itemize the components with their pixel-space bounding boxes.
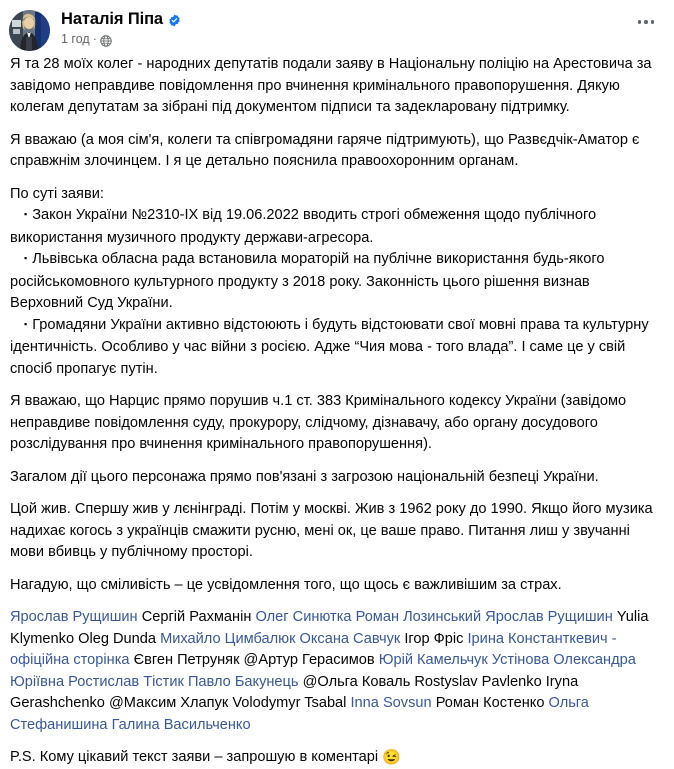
post-paragraph: Я та 28 моїх колег - народних депутатів подали заяву в Національну поліцію на Арестовича за завідомо неправдиве повідомлення про вчинення кримінального правопорушення. Дякую колегам депутатам за зібрані під документом підписи та задекларовану підтримку. <box>10 56 652 115</box>
post-paragraph: По суті заяви: <box>10 185 104 202</box>
bullet-marker: ▪ <box>24 318 28 329</box>
mention-text: Ігор Фріс <box>404 630 464 647</box>
bullet-item <box>10 249 665 315</box>
post-content <box>0 54 674 769</box>
wink-emoji: 😉 <box>382 749 401 766</box>
mention-link[interactable]: Юрій Камельчук Устінова Олександра Юріївна Ростислав Тістик Павло Бакунець <box>10 652 636 690</box>
mention-link[interactable]: Ольга Стефанишина Галина Васильченко <box>10 695 589 733</box>
postscript-text: P.S. Кому цікавий текст заяви – запрошую в коментарі <box>10 749 383 765</box>
mention-link[interactable]: Ярослав Рущишин <box>10 609 138 625</box>
mention-list <box>10 607 665 736</box>
post-options-button[interactable] <box>632 14 661 30</box>
post-header <box>0 0 674 54</box>
mention-text: Роман Костенко <box>435 695 545 711</box>
bullet-text: Закон України №2310-IX від 19.06.2022 вводить строгі обмеження щодо публічного використання музичного продукту держави-агресора. <box>10 207 597 246</box>
post-timestamp[interactable]: 1 год <box>61 32 90 46</box>
dot-3 <box>651 20 655 24</box>
post-paragraph: Нагадую, що сміливість – це усвідомлення того, що щось є важливішим за страх. <box>10 576 562 593</box>
author-name[interactable]: Наталія Піпа <box>61 10 164 28</box>
bullet-item <box>10 315 665 381</box>
post-paragraph: Цой жив. Спершу жив у лєнінграді. Потім у москві. Жив з 1962 року до 1990. Якщо його музика надихає когось з українців смажити русню, мені ок, це ваше право. Питання лиш у звучанні мови вбивць у публічному просторі. <box>10 501 653 560</box>
post-paragraph: Я вважаю, що Нарцис прямо порушив ч.1 ст. 383 Кримінального кодексу України (завідомо неправдиве повідомлення суду, прокурору, слідчому, дізнавачу, або органу досудового розслідування про вчинення кримінального правопорушення). <box>10 393 627 452</box>
dot-1 <box>638 20 642 24</box>
mention-text: @Ольга Коваль Rostyslav Pavlenko Iryna Gerashchenko @Максим Хлапук Volodymyr Tsabal <box>10 673 579 711</box>
bullet-text: Львівська обласна рада встановила мораторій на публічне використання будь-якого російськомовного культурного продукту з 2018 року. Законність цього рішення визнав Верховний Суд України. <box>10 251 605 311</box>
mention-text: Yulia Klymenko Oleg Dunda <box>10 609 649 647</box>
mention-link[interactable]: Ірина Константкевич - офіційна сторінка <box>10 630 617 668</box>
post-paragraph: Я вважаю (а моя сім'я, колеги та співгромадяни гаряче підтримують), що Развєдчік-Аматор є справжнім злочинцем. І я це детально пояснила правоохоронним органам. <box>10 131 640 169</box>
post-postscript <box>10 747 665 769</box>
bullet-item <box>10 205 665 249</box>
bullet-marker: ▪ <box>24 209 28 219</box>
avatar[interactable] <box>9 10 50 51</box>
post-paragraph: Загалом дії цього персонажа прямо пов'язані з загрозою національній безпеці України. <box>10 468 599 485</box>
mention-text: Сергій Рахманін <box>141 609 252 625</box>
meta-separator: · <box>92 32 97 46</box>
dot-2 <box>644 20 648 24</box>
bullet-text: Громадяни України активно відстоюють і будуть відстоювати свої мовні права та культурну ідентичність. Особливо у час війни з росією. Адже “Чия мова - того влада”. І саме це у свій спосіб пропагує путін. <box>10 316 649 377</box>
mention-text: Євген Петруняк @Артур Герасимов <box>133 652 375 668</box>
post-meta <box>61 32 181 47</box>
mention-link[interactable]: Inna Sovsun <box>350 695 432 711</box>
name-row <box>61 10 181 29</box>
bullet-marker: ▪ <box>24 253 28 263</box>
avatar-photo <box>9 10 50 51</box>
mention-link[interactable]: Михайло Цимбалюк Оксана Савчук <box>160 630 401 647</box>
verified-badge-icon <box>168 14 181 27</box>
mention-link[interactable]: Олег Синютка Роман Лозинський Ярослав Рущишин <box>255 609 613 625</box>
globe-icon[interactable] <box>100 35 112 47</box>
author-info <box>61 9 181 47</box>
